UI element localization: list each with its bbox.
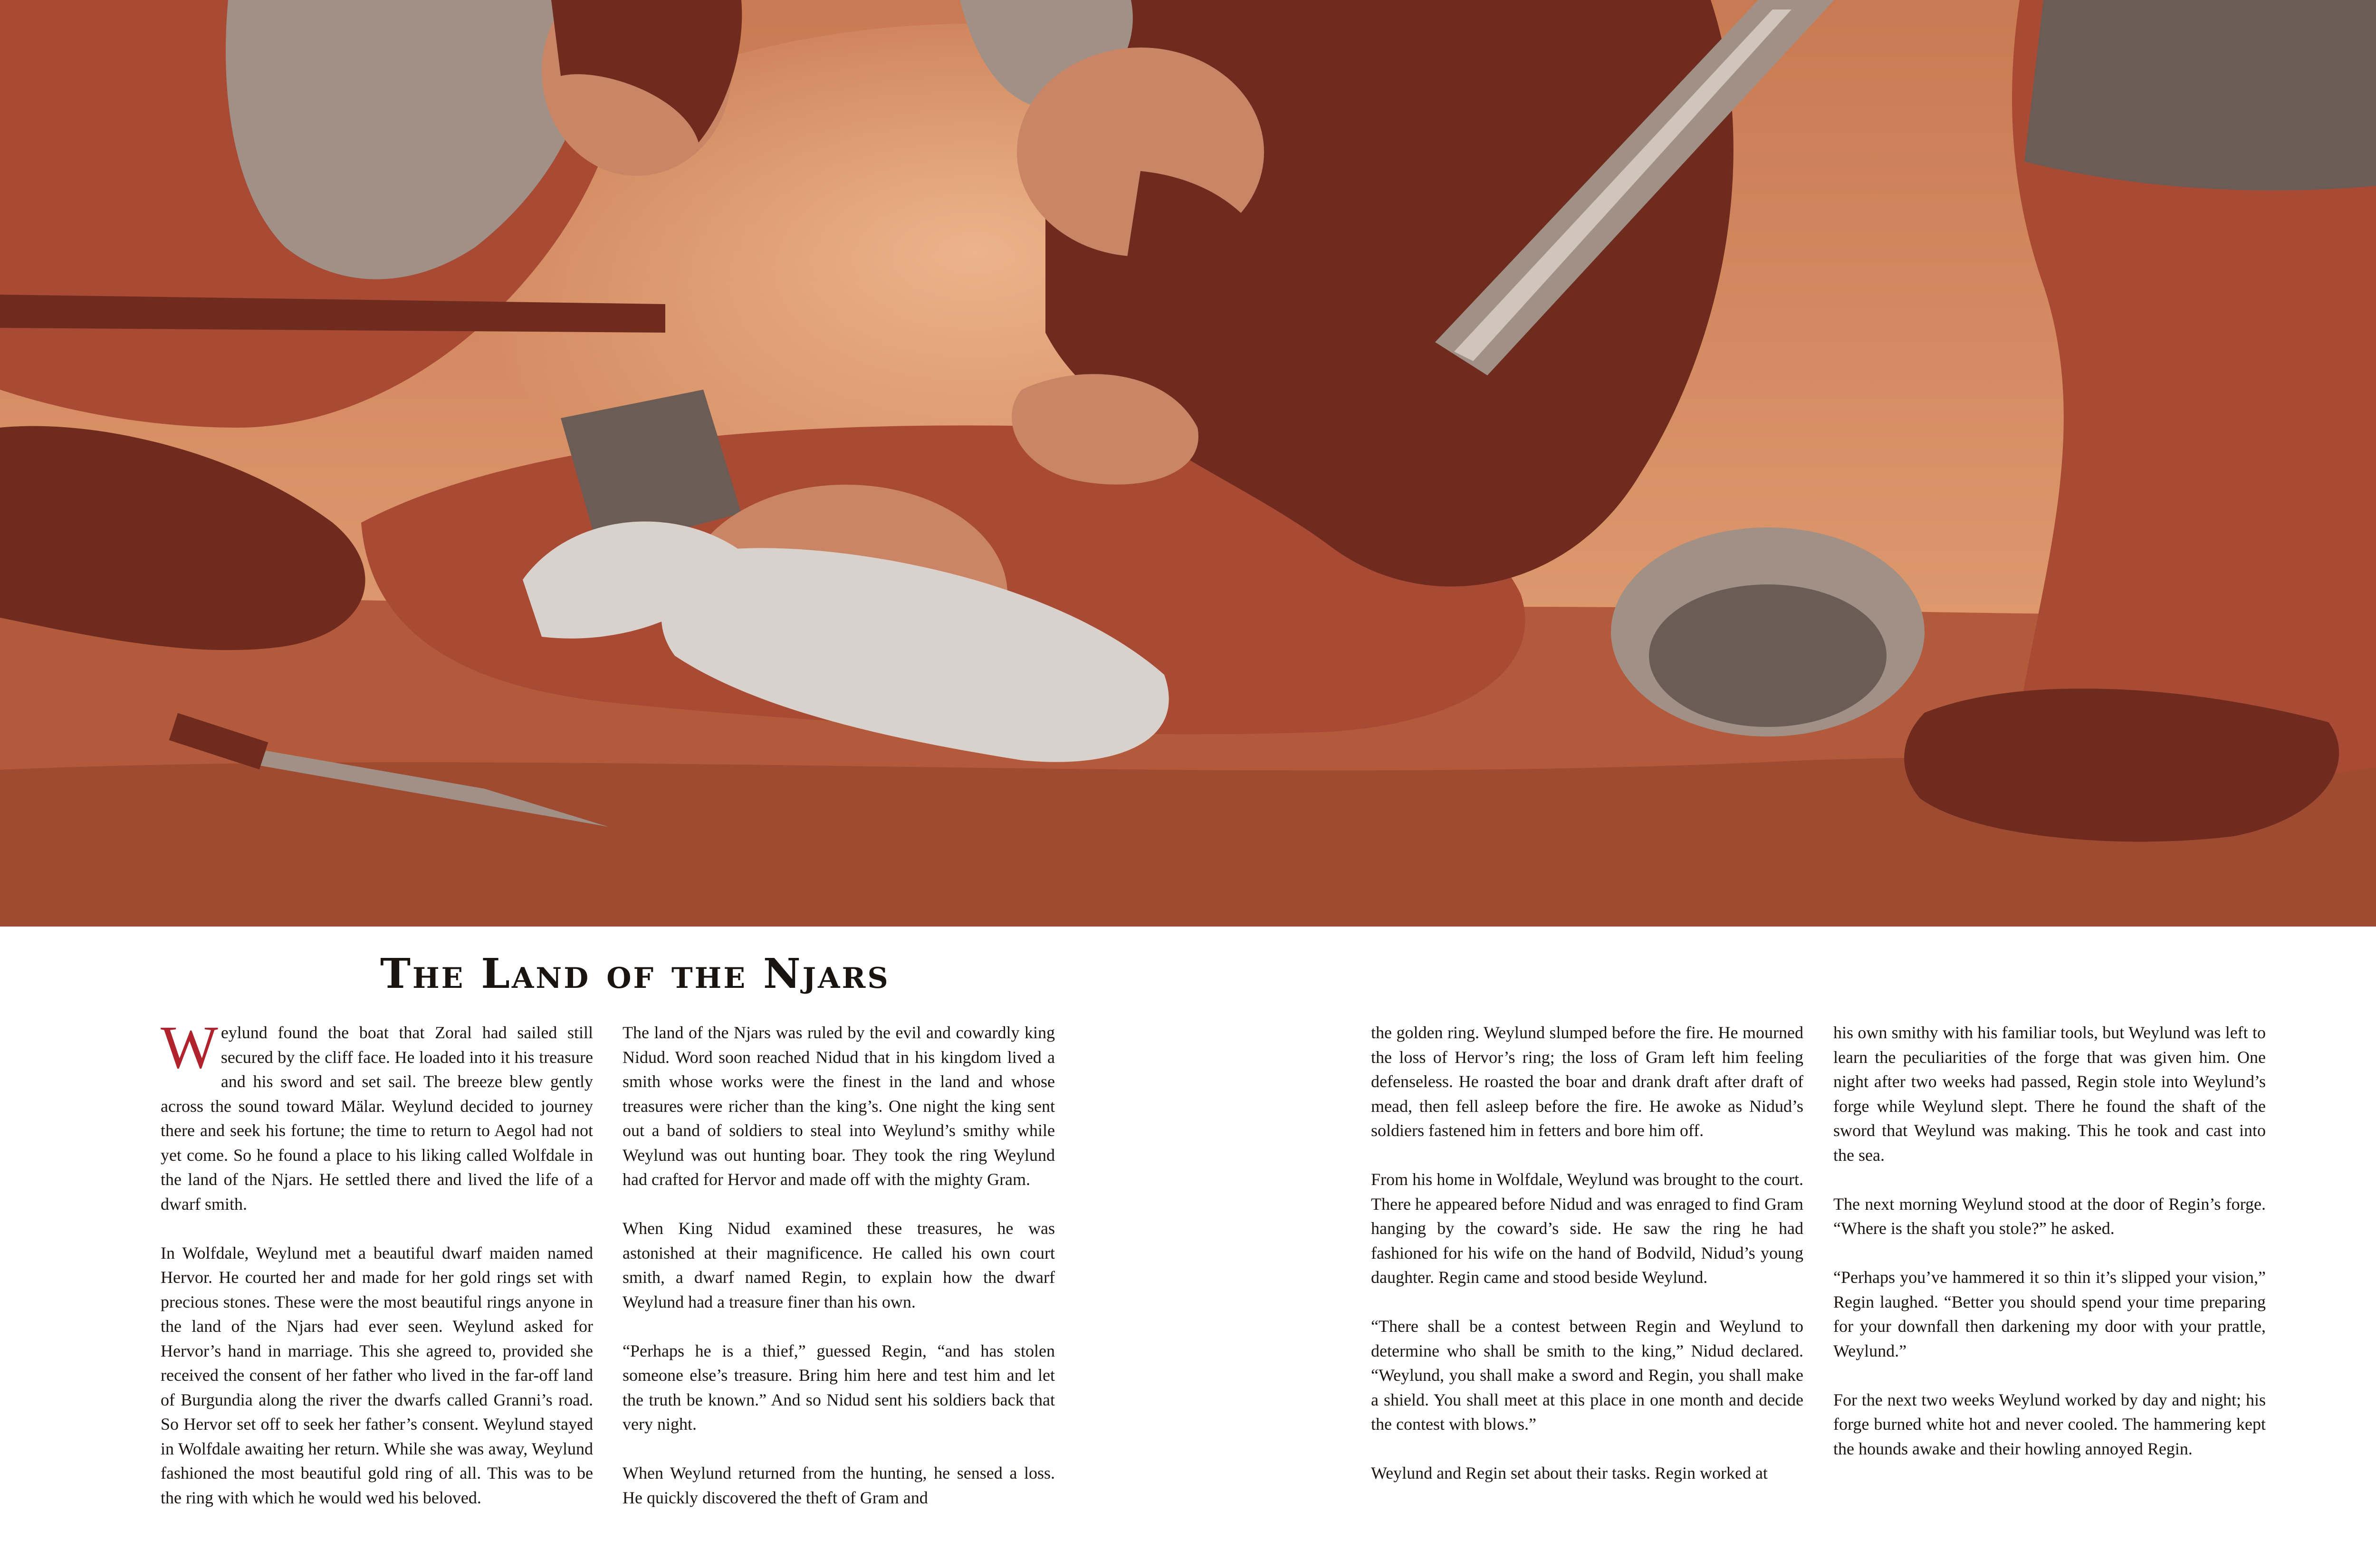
paragraph: When King Nidud examined these treasures, he was astonished at their magnificence. He called his own court smith, a dwarf named Regin, to explain how the dwarf Weylund had a treasure finer than his own. <box>623 1219 1055 1311</box>
paragraph: “Perhaps you’ve hammered it so thin it’s slipped your vision,” Regin laughed. “Better you should spend your time preparing for your downfall then darkening my door with your prattle, Weylund.” <box>1833 1268 2266 1360</box>
paragraph: “There shall be a contest between Regin and Weylund to determine who shall be smith to the king,” Nidud declared. “Weylund, you shall make a sword and Regin, you shall make a shield. You shall meet at this place in one month and decide the contest with blows.” <box>1371 1317 1803 1434</box>
fallen-helmet-shadow <box>1649 584 1887 727</box>
text-column-4 <box>1833 1021 2266 1461</box>
paragraph: his own smithy with his familiar tools, but Weylund was left to learn the peculiarities of the forge that was given him. One night after two weeks had passed, Regin stole into Weylund’s forge while Weylund slept. There he found the shaft of the sword that Weylund was making. This he took and cast into the sea. <box>1833 1023 2266 1165</box>
paragraph: From his home in Wolfdale, Weylund was brought to the court. There he appeared before Nidud and was enraged to find Gram hanging by the coward’s side. He saw the ring he had fashioned for his wife on the hand of Bodvild, Nidud’s young daughter. Regin came and stood beside Weylund. <box>1371 1170 1803 1287</box>
paragraph: When Weylund returned from the hunting, he sensed a loss. He quickly discovered the theft of Gram and <box>623 1463 1055 1507</box>
paragraph: In Wolfdale, Weylund met a beautiful dwarf maiden named Hervor. He courted her and made for her gold rings set with precious stones. These were the most beautiful rings anyone in the land of the Njars had ever seen. Weylund asked for Hervor’s hand in marriage. This she agreed to, provided she received the consent of her father who lived in the far-off land of Burgundia along the river the dwarfs called Granni’s road. So Hervor set off to seek her father’s consent. Weylund stayed in Wolfdale awaiting her return. While she was away, Weylund fashioned the most beautiful gold ring of all. This was to be the ring with which he would wed his beloved. <box>161 1243 593 1507</box>
paragraph: For the next two weeks Weylund worked by day and night; his forge burned white hot and never cooled. The hammering kept the hounds awake and their howling annoyed Regin. <box>1833 1390 2266 1458</box>
paragraph: Weylund and Regin set about their tasks. Regin worked at <box>1371 1463 1768 1482</box>
right-figure-tunic <box>2024 0 2376 191</box>
paragraph: “Perhaps he is a thief,” guessed Regin, “and has stolen someone else’s treasure. Bring him here and test him and let the truth be known.” And so Nidud sent his soldiers back that very night. <box>623 1341 1055 1434</box>
chapter-title: The Land of the Njars <box>380 950 890 998</box>
text-column-1 <box>161 1013 593 1510</box>
drop-cap: W <box>161 1013 218 1081</box>
text-column-2 <box>623 1021 1055 1510</box>
text-column-3 <box>1371 1021 1803 1486</box>
paragraph: the golden ring. Weylund slumped before the fire. He mourned the loss of Hervor’s ring; the loss of Gram left him feeling defenseless. He roasted the boar and drank draft after draft of mead, then fell asleep before the fire. He awoke as Nidud’s soldiers fastened him in fetters and bore him off. <box>1371 1023 1803 1140</box>
paragraph-text: eylund found the boat that Zoral had sailed still secured by the cliff face. He loaded into it his treasure and his sword and set sail. The breeze blew gently across the sound toward Mälar. Weylund decided to journey there and seek his fortune; the time to return to Aegol had not yet come. So he found a place to his liking called Wolfdale in the land of the Njars. He settled there and lived the life of a dwarf smith. <box>161 1023 593 1214</box>
paragraph: The land of the Njars was ruled by the evil and cowardly king Nidud. Word soon reached Nidud that in his kingdom lived a smith whose works were the finest in the land and whose treasures were richer than the king’s. One night the king sent out a band of soldiers to steal into Weylund’s smithy while Weylund was out hunting boar. They took the ring Weylund had crafted for Hervor and made off with the mighty Gram. <box>623 1023 1055 1189</box>
right-figure-boot <box>1904 688 2339 841</box>
paragraph: The next morning Weylund stood at the door of Regin’s forge. “Where is the shaft you stole?” he asked. <box>1833 1194 2266 1238</box>
paragraph <box>161 1013 593 1216</box>
